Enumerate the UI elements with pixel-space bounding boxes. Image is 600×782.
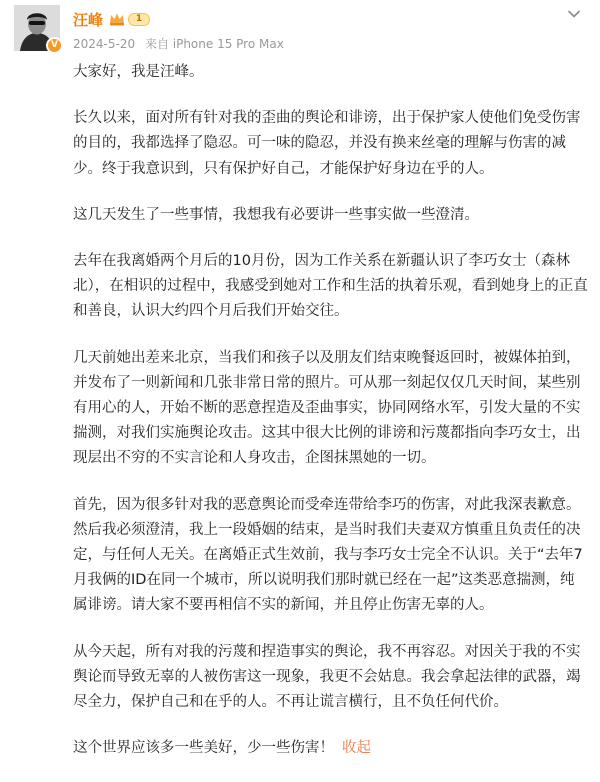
post-date[interactable]: 2024-5-20 [73, 37, 136, 51]
post-header [0, 0, 600, 60]
post-source: 来自 iPhone 15 Pro Max [144, 37, 284, 51]
post-paragraph-last [73, 736, 588, 761]
post-paragraph: 去年在我离婚两个月后的10月份，因为工作关系在新疆认识了李巧女士（森林北），在相识的过程中，我感受到她对工作和生活的执着乐观，看到她身上的正直和善良，认识大约四个月后我们开始交往。 [73, 253, 588, 320]
user-name[interactable]: 汪峰 [73, 10, 104, 29]
post-paragraph: 这几天发生了一些事情，我想我有必要讲一些事实做一些澄清。 [73, 206, 479, 223]
post-paragraph: 大家好，我是汪峰。 [73, 64, 204, 80]
post-paragraph: 首先，因为很多针对我的恶意舆论而受牵连带给李巧的伤害，对此我深表歉意。然后我必须澄清，我上一段婚姻的结束，是当时我们夫妻双方慎重且负责任的决定，与任何人无关。在离婚正式生效前，我与李巧女士完全不认识。关于“去年7月我俩的ID在同一个城市，所以说明我们那时就已经在一起”这类恶意揣测，纯属诽谤。请大家不要再相信不实的新闻，并且停止伤害无辜的人。 [73, 496, 583, 614]
post-paragraph: 从今天起，所有对我的污蔑和捏造事实的舆论，我不再容忍。对因关于我的不实舆论而导致无辜的人被伤害这一现象，我更不会姑息。我会拿起法律的武器，竭尽全力，保护自己和在乎的人。不再让谎言横行，且不负任何代价。 [73, 643, 581, 711]
crown-icon [109, 12, 125, 26]
verified-icon: V [46, 37, 63, 54]
collapse-link[interactable]: 收起 [342, 740, 371, 757]
level-badge: 1 [128, 13, 150, 26]
avatar-container[interactable] [14, 5, 60, 51]
chevron-down-icon[interactable] [564, 4, 584, 24]
post-closing-text: 这个世界应该多一些美好，少一些伤害！ [73, 740, 334, 757]
post-paragraph: 长久以来，面对所有针对我的歪曲的舆论和诽谤，出于保护家人使他们免受伤害的目的，我都选择了隐忍。可一味的隐忍，并没有换来丝毫的理解与伤害的减少。终于我意识到，只有保护好自己，才能保护好身边在乎的人。 [73, 110, 581, 177]
post-paragraph: 几天前她出差来北京，当我们和孩子以及朋友们结束晚餐返回时，被媒体拍到，并发布了一则新闻和几张非常日常的照片。可从那一刻起仅仅几天时间，某些别有用心的人，开始不断的恶意捏造及歪曲事实，协同网络水军，引发大量的不实揣测，对我们实施舆论攻击。这其中很大比例的诽谤和污蔑都指向李巧女士，出现层出不穷的不实言论和人身攻击，企图抹黑她的一切。 [73, 349, 581, 467]
post-body [73, 60, 588, 782]
post-meta [73, 35, 290, 52]
name-row [73, 9, 150, 29]
